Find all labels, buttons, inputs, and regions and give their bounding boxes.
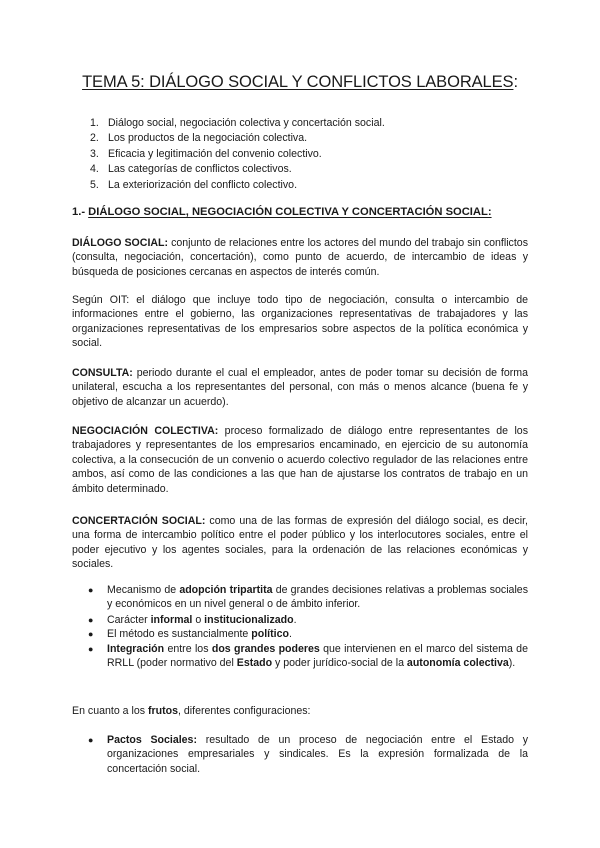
paragraph-frutos: En cuanto a los frutos, diferentes configuraciones: <box>72 705 311 717</box>
term-label: NEGOCIACIÓN COLECTIVA: <box>72 425 219 437</box>
title-text: TEMA 5: DIÁLOGO SOCIAL Y CONFLICTOS LABORALES <box>82 73 514 91</box>
toc-number: 1. <box>90 117 99 129</box>
section-number: 1.- <box>72 206 89 218</box>
list-item <box>88 733 528 776</box>
term-label: CONCERTACIÓN SOCIAL: <box>72 515 206 527</box>
toc-number: 5. <box>90 178 99 191</box>
bullet-icon: ● <box>88 643 94 654</box>
page-title <box>0 72 600 92</box>
paragraph-dialogo-social <box>72 236 528 279</box>
list-item <box>88 583 528 612</box>
bullet-icon: ● <box>88 614 94 625</box>
definition-text: proceso formalizado de diálogo entre representantes de los trabajadores y representantes de los empresarios encaminado, en ejercicio de su autonomía colectiva, a la consecución de un convenio o acuerdo colectivo regulador de las relaciones entre ambos, así como de las condiciones a las que han de ajustarse los contratos de trabajo en un ámbito determinado. <box>72 425 528 495</box>
paragraph-text: Según OIT: el diálogo que incluye todo tipo de negociación, consulta o intercambio de informaciones entre el gobierno, las organizaciones representativas de trabajadores y las organizaciones representativas de los empresarios sobre aspectos de la política económica y social. <box>72 294 528 350</box>
toc-item <box>90 178 530 193</box>
title-colon: : <box>513 73 518 91</box>
list-item <box>88 613 528 627</box>
bullet-icon: ● <box>88 585 94 595</box>
toc-text: La exteriorización del conflicto colectivo. <box>108 178 298 191</box>
bullet-icon: ● <box>88 629 94 640</box>
list-item-text: El método es sustancialmente político. <box>107 628 292 641</box>
definition-text: como una de las formas de expresión del diálogo social, es decir, una forma de intercambio político entre el poder público y los interlocutores sociales, entre el poder ejecutivo y los agentes sociales, para la ordenación de las relaciones económicas y sociales. <box>72 515 528 571</box>
toc-item <box>90 131 530 146</box>
table-of-contents <box>90 116 530 193</box>
toc-item <box>90 116 530 131</box>
toc-number: 3. <box>90 147 99 160</box>
bullet-list-frutos <box>88 733 528 776</box>
list-item-text: Integración entre los dos grandes poderes que intervienen en el marco del sistema de RRLL (poder normativo del Estado y poder jurídico-social de la autonomía colectiva). <box>107 642 528 670</box>
toc-item <box>90 147 530 162</box>
list-item-text: Carácter informal o institucionalizado. <box>107 613 297 626</box>
toc-number: 4. <box>90 163 99 176</box>
paragraph-concertacion-social <box>72 514 528 572</box>
term-label: DIÁLOGO SOCIAL: <box>72 237 169 249</box>
bullet-icon: ● <box>88 735 94 745</box>
toc-item <box>90 162 530 177</box>
toc-text: Eficacia y legitimación del convenio colectivo. <box>108 147 322 160</box>
section-title: DIÁLOGO SOCIAL, NEGOCIACIÓN COLECTIVA Y CONCERTACIÓN SOCIAL: <box>88 206 492 218</box>
list-item-text: Pactos Sociales: resultado de un proceso de negociación entre el Estado y organizaciones empresariales y sindicales. Es la expresión formalizada de la concertación social. <box>107 734 529 775</box>
list-item <box>88 627 528 641</box>
term-label: CONSULTA: <box>72 367 133 379</box>
paragraph-negociacion-colectiva <box>72 424 528 496</box>
list-item <box>88 642 528 671</box>
toc-text: Diálogo social, negociación colectiva y concertación social. <box>108 117 385 129</box>
paragraph-consulta <box>72 366 528 409</box>
toc-text: Las categorías de conflictos colectivos. <box>108 163 292 176</box>
list-item-text: Mecanismo de adopción tripartita de grandes decisiones relativas a problemas sociales y económicos en un nivel general o de ámbito inferior. <box>107 584 528 611</box>
definition-text: periodo durante el cual el empleador, antes de poder tomar su decisión de forma unilateral, escucha a los representantes del personal, con más o menos alcance (buena fe y objetivo de alcanzar un acuerdo). <box>72 367 528 408</box>
toc-text: Los productos de la negociación colectiva. <box>108 132 308 145</box>
paragraph-oit <box>72 293 528 351</box>
toc-number: 2. <box>90 132 99 145</box>
bullet-list-concertacion <box>88 583 528 670</box>
section-heading <box>72 205 542 219</box>
definition-text: conjunto de relaciones entre los actores del mundo del trabajo sin conflictos (consulta, negociación, concertación), como punto de acuerdo, de intercambio de ideas y búsqueda de posiciones cercanas en aspectos de interés común. <box>72 237 528 278</box>
